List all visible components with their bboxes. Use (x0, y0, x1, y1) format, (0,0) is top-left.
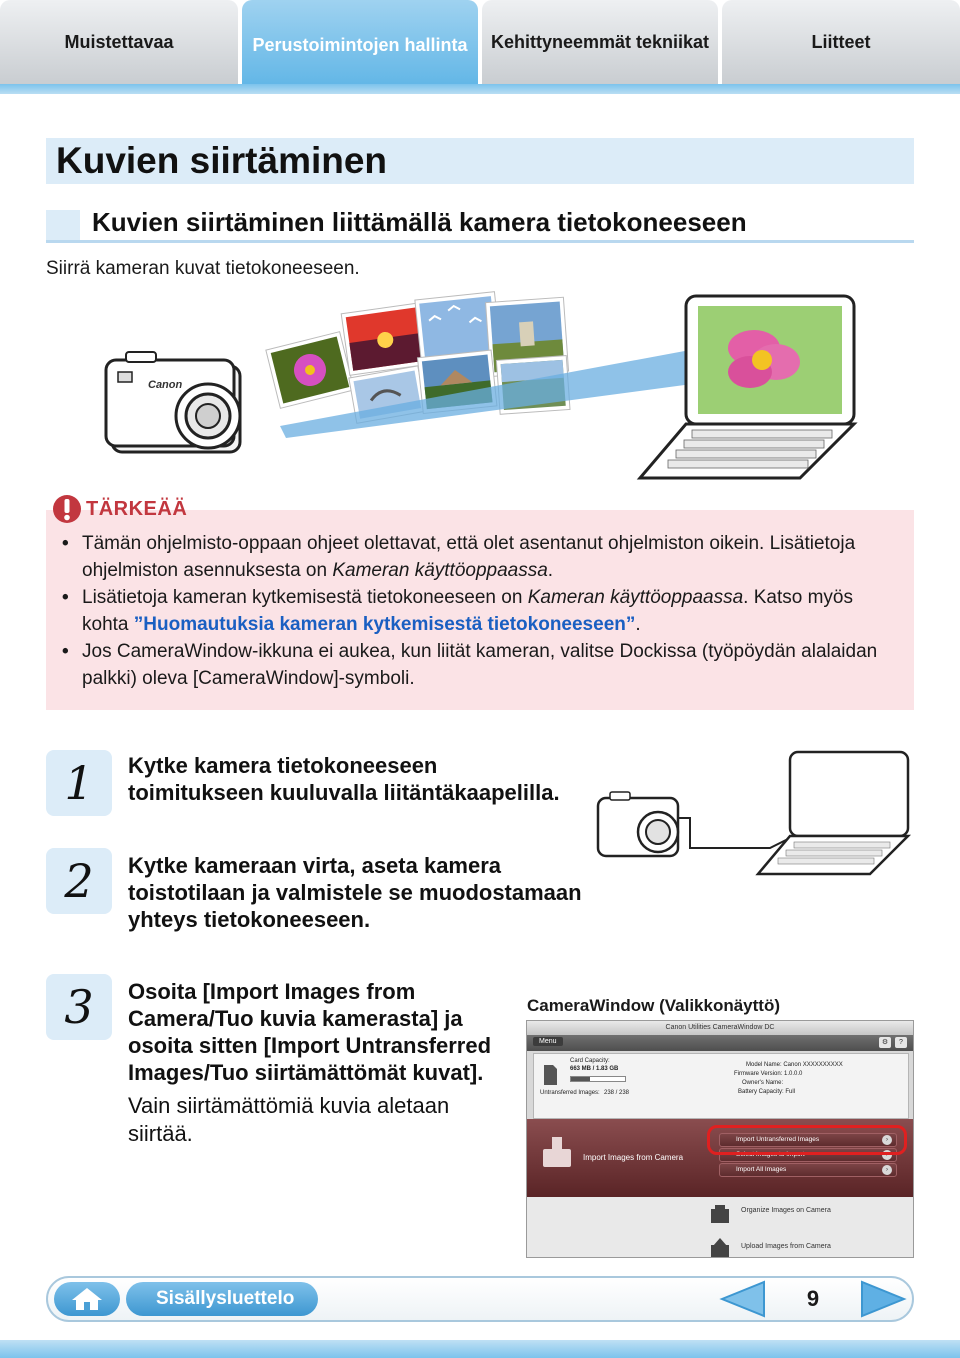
step-3-note: Vain siirtämättömiä kuvia aletaan siirtää. (128, 1093, 450, 1146)
chevron-right-icon: › (882, 1150, 892, 1160)
upload-images-button[interactable]: Upload Images from Camera (741, 1243, 831, 1250)
camera-info-panel (533, 1053, 909, 1119)
card-capacity-label: Card Capacity: (570, 1058, 610, 1064)
quote-mark: ” (133, 614, 144, 635)
organize-icon (709, 1203, 731, 1225)
section-marker (46, 210, 80, 242)
help-icon[interactable]: ? (895, 1037, 907, 1048)
punctuation: . (635, 614, 641, 635)
important-list (60, 530, 900, 692)
capacity-bar (570, 1076, 626, 1082)
connection-notes-link[interactable]: Huomautuksia kameran kytkemisestä tietokoneeseen (143, 614, 626, 635)
other-actions-section (527, 1197, 913, 1258)
step-number-1: 1 (46, 750, 112, 816)
step-number-3: 3 (46, 974, 112, 1040)
settings-icon[interactable]: ⚙ (879, 1037, 891, 1048)
card-capacity-value: 663 MB / 1.83 GB (570, 1066, 619, 1072)
important-header (52, 494, 187, 524)
option-label: Select Images to Import (736, 1151, 805, 1158)
camera-icon (598, 792, 678, 856)
step-line: Kytke kamera tietokoneeseen (128, 753, 438, 778)
camera-brand: Canon (148, 379, 183, 391)
important-item-text: Tämän ohjelmisto-oppaan ohjeet olettavat, että olet asentanut ohjelmiston oikein. Lisätietoja ohjelmiston asennuksesta on (82, 533, 856, 581)
firmware-version: Firmware Version: 1.0.0.0 (734, 1071, 803, 1077)
model-name: Model Name: Canon XXXXXXXXXX (746, 1062, 843, 1068)
step-1-text (128, 752, 560, 806)
menu-bar (527, 1035, 913, 1051)
window-title: Canon Utilities CameraWindow DC (527, 1021, 913, 1035)
section-title: Kuvien siirtäminen liittämällä kamera tietokoneeseen (92, 207, 747, 237)
intro-text: Siirrä kameran kuvat tietokoneeseen. (46, 258, 360, 279)
step-line: Osoita [Import Images from (128, 979, 416, 1004)
step-line: osoita sitten [Import Untransferred (128, 1033, 492, 1058)
section-rule (46, 240, 914, 243)
important-item-3 (60, 638, 900, 692)
next-page-button[interactable] (858, 1280, 908, 1318)
import-all-images-button[interactable] (719, 1163, 897, 1177)
home-button[interactable] (54, 1282, 120, 1316)
important-label: TÄRKEÄÄ (86, 497, 188, 520)
quote-mark: ” (625, 614, 636, 635)
tab-underline (0, 84, 960, 94)
step-line: Camera/Tuo kuvia kamerasta] ja (128, 1006, 463, 1031)
import-images-from-camera[interactable]: Import Images from Camera (583, 1153, 684, 1162)
punctuation: . (547, 560, 554, 581)
memory-card-icon (542, 1064, 558, 1086)
step-2-text (128, 852, 582, 933)
page-title: Kuvien siirtäminen (46, 138, 914, 184)
highlight-circle (707, 1125, 907, 1155)
battery-capacity: Battery Capacity: Full (738, 1089, 796, 1095)
arrow-left-icon (722, 1282, 764, 1316)
step-line: toimitukseen kuuluvalla liitäntäkaapelilla. (128, 780, 560, 805)
page-number: 9 (806, 1286, 820, 1311)
laptop-icon (640, 296, 854, 478)
laptop-icon (758, 752, 908, 874)
table-of-contents-button[interactable]: Sisällysluettelo (126, 1282, 318, 1316)
important-item-text: Lisätietoja kameran kytkemisestä tietokoneeseen on (82, 587, 528, 608)
transfer-illustration (100, 288, 870, 488)
menu-button[interactable]: Menu (533, 1037, 563, 1046)
tab-kehittyneemmat-tekniikat[interactable]: Kehittyneemmät tekniikat (482, 0, 718, 84)
bottom-strip (0, 1340, 960, 1358)
step-line: Images/Tuo siirtämättömät kuvat]. (128, 1060, 484, 1085)
manual-reference: Kameran käyttöoppaassa (332, 560, 548, 581)
option-label: Import All Images (736, 1166, 787, 1173)
important-item-text: . Katso myös kohta (82, 587, 853, 635)
owner-name: Owner's Name: (742, 1080, 784, 1086)
step-line: toistotilaan ja valmistele se muodostamaan (128, 880, 582, 905)
tab-liitteet[interactable]: Liitteet (722, 0, 960, 84)
step-3-text (128, 978, 491, 1086)
previous-page-button[interactable] (718, 1280, 768, 1318)
import-icon (541, 1135, 573, 1169)
camerawindow-screenshot (526, 1020, 914, 1258)
camera-to-laptop-illustration (590, 748, 920, 878)
option-label: Import Untransferred Images (736, 1136, 820, 1143)
usb-cable (678, 818, 790, 848)
untransferred-value: 238 / 238 (604, 1090, 630, 1096)
tab-muistettavaa[interactable]: Muistettavaa (0, 0, 238, 84)
camera-icon (106, 352, 240, 452)
step-line: yhteys tietokoneeseen. (128, 907, 371, 932)
upload-icon (709, 1237, 731, 1258)
home-icon (70, 1286, 104, 1312)
arrow-right-icon (862, 1282, 904, 1316)
important-item-1 (60, 530, 900, 584)
organize-images-button[interactable]: Organize Images on Camera (741, 1207, 831, 1214)
untransferred-label: Untransferred Images: (540, 1090, 600, 1096)
chevron-right-icon: › (882, 1135, 892, 1145)
step-number-2: 2 (46, 848, 112, 914)
top-navigation (0, 0, 960, 96)
important-item-2 (60, 584, 900, 638)
chevron-right-icon: › (882, 1165, 892, 1175)
manual-reference: Kameran käyttöoppaassa (527, 587, 744, 608)
warning-icon (52, 494, 82, 524)
step-line: Kytke kameraan virta, aseta kamera (128, 853, 502, 878)
tab-perustoimintojen-hallinta[interactable]: Perustoimintojen hallinta (242, 0, 478, 90)
camerawindow-caption: CameraWindow (Valikkonäyttö) (527, 996, 781, 1015)
important-item-text: Jos CameraWindow-ikkuna ei aukea, kun liität kameran, valitse Dockissa (työpöydän alalaidan palkki) oleva [CameraWindow]-symboli. (82, 641, 878, 689)
